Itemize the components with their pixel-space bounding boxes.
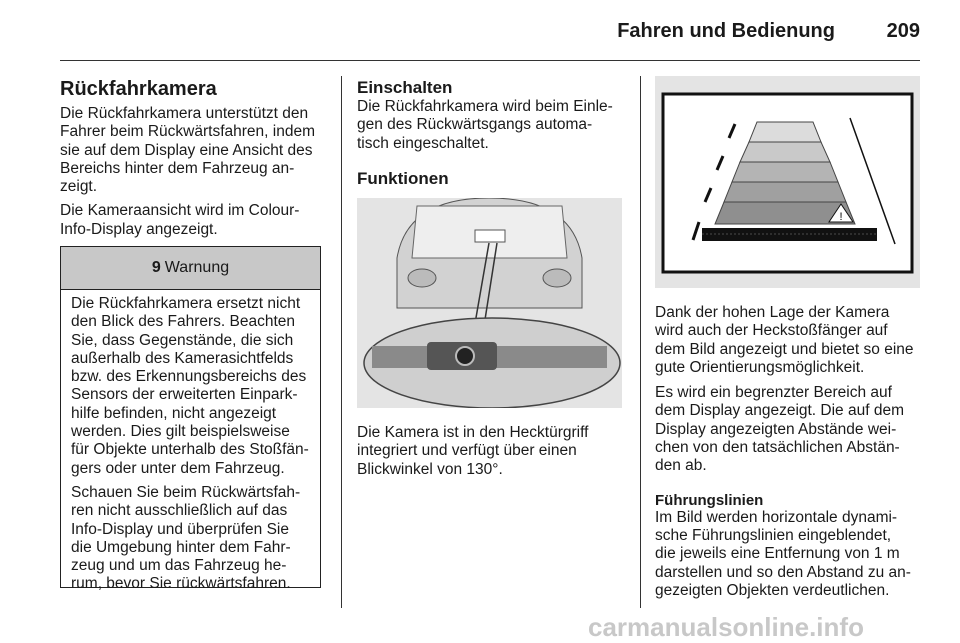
warning-header [61,247,320,290]
subsection-heading: Führungslinien [655,491,764,509]
subsection-heading: Funktionen [357,168,449,188]
paragraph: Im Bild werden horizontale dynami- sche Führungslinien eingeblendet, die jeweils eine Entfernung von 1 m darstellen und so den Abstand zu an- gezeigten Objekten verdeutlichen. [655,508,911,599]
warning-box [60,246,321,593]
watermark: carmanualsonline.info [588,612,864,642]
column-divider [341,76,342,608]
page-number: 209 [886,20,920,42]
paragraph: Die Kamera ist in den Hecktürgriff integriert und verfügt über einen Blickwinkel von 130°. [357,424,589,478]
header-rule [60,60,920,61]
paragraph: Dank der hohen Lage der Kamera wird auch der Heckstoßfänger auf dem Bild angezeigt und bietet so eine gute Orientierungsmöglichkeit. [655,304,914,376]
paragraph: Die Rückfahrkamera wird beim Einle- gen des Rückwärtsgangs automa- tisch eingeschaltet. [357,98,613,152]
paragraph: Es wird ein begrenzter Bereich auf dem Display angezeigt. Die auf dem Display angezeigten Abstände wei- chen von den tatsächlichen Abstän- den ab. [655,384,904,475]
svg-text:!: ! [839,211,843,223]
column-1 [60,78,330,239]
column-2 [357,78,637,189]
column-divider [640,76,641,608]
rear-camera-illustration [357,198,622,408]
running-header-title: Fahren und Bedienung [617,20,835,42]
warning-paragraph: Schauen Sie beim Rückwärtsfah- ren nicht ausschließlich auf das Info-Display und überprüfen Sie die Umgebung hinter dem Fahr- zeug und um das Fahrzeug he- rum, bevor Sie rückwärtsfahren. [71,483,301,593]
warning-label: Warnung [164,259,230,276]
paragraph: Die Rückfahrkamera unterstützt den Fahrer beim Rückwärtsfahren, indem sie auf dem Display eine Ansicht des Bereichs hinter dem Fahrzeug an- zeigt. [60,105,315,196]
camera-display-illustration [655,76,920,288]
subsection-heading: Einschalten [357,78,453,97]
section-heading: Rückfahrkamera [60,78,217,100]
paragraph: Die Kameraansicht wird im Colour- Info-Display angezeigt. [60,202,300,238]
warning-triangle-icon: 9 [151,259,161,276]
warning-paragraph: Die Rückfahrkamera ersetzt nicht den Blick des Fahrers. Beachten Sie, dass Gegenstände, die sich außerhalb des Kamerasichtfelds bzw. des Erkennungsbereichs des Sensors der erweiterten Einpark- hilfe befinden, nicht angezeigt werden. Dies gilt beispielsweise für Objekte unterhalb des Stoßfän- gers oder unter dem Fahrzeug. [71,295,309,477]
column-3 [655,304,925,600]
